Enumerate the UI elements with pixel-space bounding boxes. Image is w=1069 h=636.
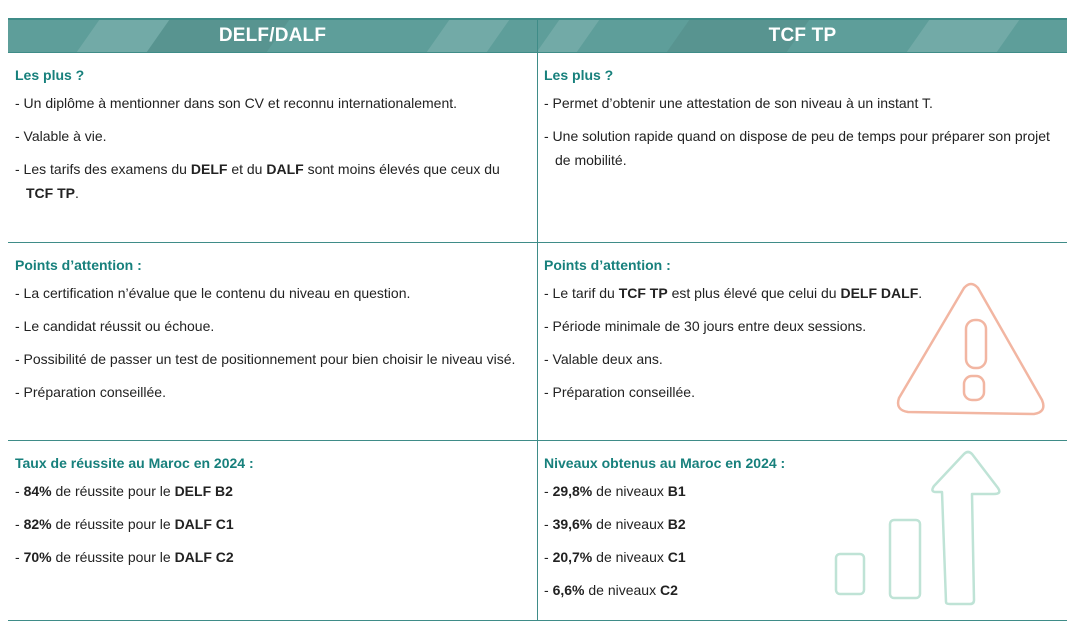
item-text: - [15,483,24,499]
item-text: - Une solution rapide quand on dispose de peu de temps pour préparer son projet de mobilité. [544,128,1050,168]
emphasis-text: DALF [266,161,304,177]
item-text: - Préparation conseillée. [544,384,695,400]
item-text: - La certification n’évalue que le contenu du niveau en question. [15,285,411,301]
header-delf-dalf [8,20,537,52]
section-heading: Taux de réussite au Maroc en 2024 : [15,455,254,471]
list-item [544,124,1059,172]
item-text: - [544,549,553,565]
emphasis-text: DELF B2 [174,483,233,499]
item-text: - Valable à vie. [15,128,107,144]
section-heading: Les plus ? [544,67,614,83]
item-text: de réussite pour le [51,516,175,532]
item-text: - Un diplôme à mentionner dans son CV et reconnu internationalement. [15,95,458,111]
row-divider [8,440,1067,441]
section-heading: Les plus ? [15,67,85,83]
emphasis-text: B1 [667,483,686,499]
item-text: de niveaux [592,516,668,532]
growth-arrow-icon [830,448,1005,610]
emphasis-text: DELF [190,161,228,177]
bullet-list [15,91,525,205]
list-item [15,347,525,371]
item-text: de niveaux [592,549,668,565]
list-item [15,479,525,503]
item-text: - [544,516,553,532]
section-heading: Niveaux obtenus au Maroc en 2024 : [544,455,786,471]
item-text: - [15,516,24,532]
item-text: . [918,285,923,301]
item-text: - Période minimale de 30 jours entre deux sessions. [544,318,867,334]
item-text: de niveaux [592,483,668,499]
item-text: de réussite pour le [51,549,175,565]
row-divider [8,52,1067,53]
cell-delf-reussite [15,453,525,578]
column-divider [537,20,538,621]
list-item [15,91,525,115]
emphasis-text: DALF C1 [174,516,234,532]
emphasis-text: 70% [23,549,52,565]
list-item [15,380,525,404]
emphasis-text: DALF C2 [174,549,234,565]
cell-tcf-avantages [544,65,1059,181]
header-right-title: TCF TP [768,25,837,46]
item-text: de niveaux [584,582,660,598]
item-text: - Possibilité de passer un test de positionnement pour bien choisir le niveau visé. [15,351,516,367]
emphasis-text: 39,6% [552,516,593,532]
section-heading: Points d’attention : [544,257,671,273]
item-text: de réussite pour le [51,483,175,499]
item-text: - [544,483,553,499]
row-divider [8,242,1067,243]
item-text: - Le tarif du [544,285,619,301]
emphasis-text: 82% [23,516,52,532]
section-heading: Points d’attention : [15,257,142,273]
warning-triangle-icon [890,278,1052,428]
item-text: - Permet d’obtenir une attestation de son niveau à un instant T. [544,95,933,111]
header-tcf-tp [538,20,1067,52]
item-text: - Préparation conseillée. [15,384,166,400]
emphasis-text: 84% [23,483,52,499]
emphasis-text: 29,8% [552,483,593,499]
item-text: et du [227,161,267,177]
list-item [544,91,1059,115]
list-item [15,512,525,536]
emphasis-text: C1 [667,549,686,565]
bullet-list [544,91,1059,172]
list-item [15,157,525,205]
item-text: - [544,582,553,598]
emphasis-text: TCF TP [26,185,75,201]
emphasis-text: C2 [659,582,678,598]
list-item [15,281,525,305]
emphasis-text: DELF DALF [840,285,919,301]
item-text: est plus élevé que celui du [667,285,841,301]
header-left-title: DELF/DALF [218,25,327,46]
emphasis-text: B2 [667,516,686,532]
bullet-list [15,281,525,404]
item-text: - Le candidat réussit ou échoue. [15,318,215,334]
item-text: - [15,549,24,565]
cell-delf-attention [15,255,525,413]
bullet-list [15,479,525,569]
item-text: - Valable deux ans. [544,351,663,367]
item-text: . [75,185,79,201]
item-text: - Les tarifs des examens du [15,161,191,177]
item-text: sont moins élevés que ceux du [303,161,500,177]
emphasis-text: TCF TP [618,285,668,301]
emphasis-text: 6,6% [552,582,585,598]
list-item [15,545,525,569]
list-item [15,314,525,338]
list-item [15,124,525,148]
cell-delf-avantages [15,65,525,214]
emphasis-text: 20,7% [552,549,593,565]
